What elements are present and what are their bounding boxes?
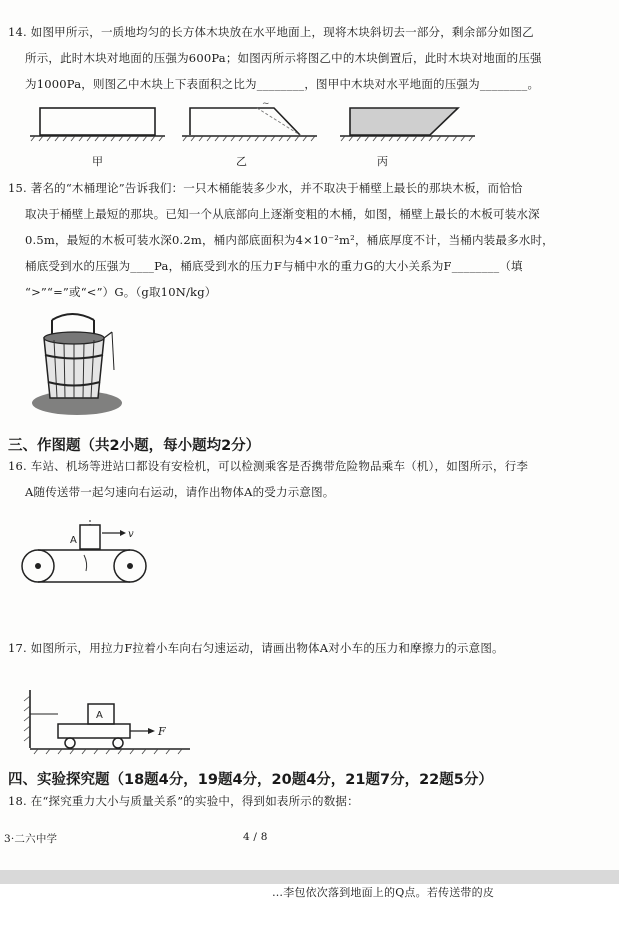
q14-figure-jia bbox=[30, 100, 170, 145]
q16-conveyor-figure bbox=[18, 515, 168, 595]
q16-line-2: A随传送带一起匀速向右运动，请作出物体A的受力示意图。 bbox=[25, 485, 335, 499]
q16-line-1: 16. 车站、机场等进站口都设有安检机，可以检测乘客是否携带危险物品乘车（机），如图所示，行李 bbox=[8, 459, 529, 473]
q15-line-5: “>”“=”或“<”）G。（g取10N/kg） bbox=[25, 285, 217, 299]
q15-line-3: 0.5m，最短的木板可装水深0.2m，桶内部底面积为4×10⁻²m²，桶底厚度不计，当桶内装最多水时， bbox=[25, 233, 554, 247]
q16-label-v: v bbox=[128, 529, 134, 540]
next-page-preview bbox=[0, 884, 619, 945]
q14-line-1: 14. 如图甲所示，一质地均匀的长方体木块放在水平地面上，现将木块斜切去一部分，剩余部分如图乙 bbox=[8, 25, 534, 39]
q18-line-1: 18. 在“探究重力大小与质量关系”的实验中，得到如表所示的数据： bbox=[8, 794, 359, 808]
q14-line-3: 为1000Pa，则图乙中木块上下表面积之比为________，图甲中木块对水平地面的压强为________。 bbox=[25, 77, 540, 91]
q14-figure-bing bbox=[340, 100, 480, 145]
q17-line-1: 17. 如图所示，用拉力F拉着小车向右匀速运动，请画出物体A对小车的压力和摩擦力的示意图。 bbox=[8, 641, 504, 655]
q17-label-f: F bbox=[158, 725, 166, 738]
next-page-fragment: …李包依次落到地面上的Q点。若传送带的皮 bbox=[272, 886, 495, 899]
q15-line-1: 15. 著名的“木桶理论”告诉我们：一只木桶能装多少水，并不取决于桶壁上最长的那块木板，而恰恰 bbox=[8, 181, 523, 195]
page-separator bbox=[0, 870, 619, 884]
q14-line-2: 所示，此时木块对地面的压强为600Pa；如图丙所示将图乙中的木块倒置后，此时木块对地面的压强 bbox=[25, 51, 542, 65]
q15-line-4: 桶底受到水的压强为____Pa，桶底受到水的压力F与桶中水的重力G的大小关系为F________（填 bbox=[25, 259, 523, 273]
q16-label-a: A bbox=[70, 535, 77, 546]
svg-text:~: ~ bbox=[262, 99, 270, 109]
page-number: 4 / 8 bbox=[243, 831, 268, 843]
q14-label-bing: 丙 bbox=[377, 155, 388, 168]
q15-line-2: 取决于桶壁上最短的那块。已知一个从底部向上逐渐变粗的木桶，如图，桶壁上最长的木板可装水深 bbox=[25, 207, 540, 221]
q17-cart-figure bbox=[18, 688, 193, 756]
section-3-title: 三、作图题（共2小题，每小题均2分） bbox=[8, 438, 261, 454]
q15-bucket-figure bbox=[22, 310, 132, 420]
q14-label-jia: 甲 bbox=[92, 155, 103, 168]
q14-label-yi: 乙 bbox=[236, 155, 247, 168]
footer-school: 3·二六中学 bbox=[4, 833, 58, 845]
section-4-title: 四、实验探究题（18题4分，19题4分，20题4分，21题7分，22题5分） bbox=[8, 772, 493, 788]
q17-label-a: A bbox=[96, 710, 103, 721]
q14-figure-yi bbox=[182, 100, 322, 145]
